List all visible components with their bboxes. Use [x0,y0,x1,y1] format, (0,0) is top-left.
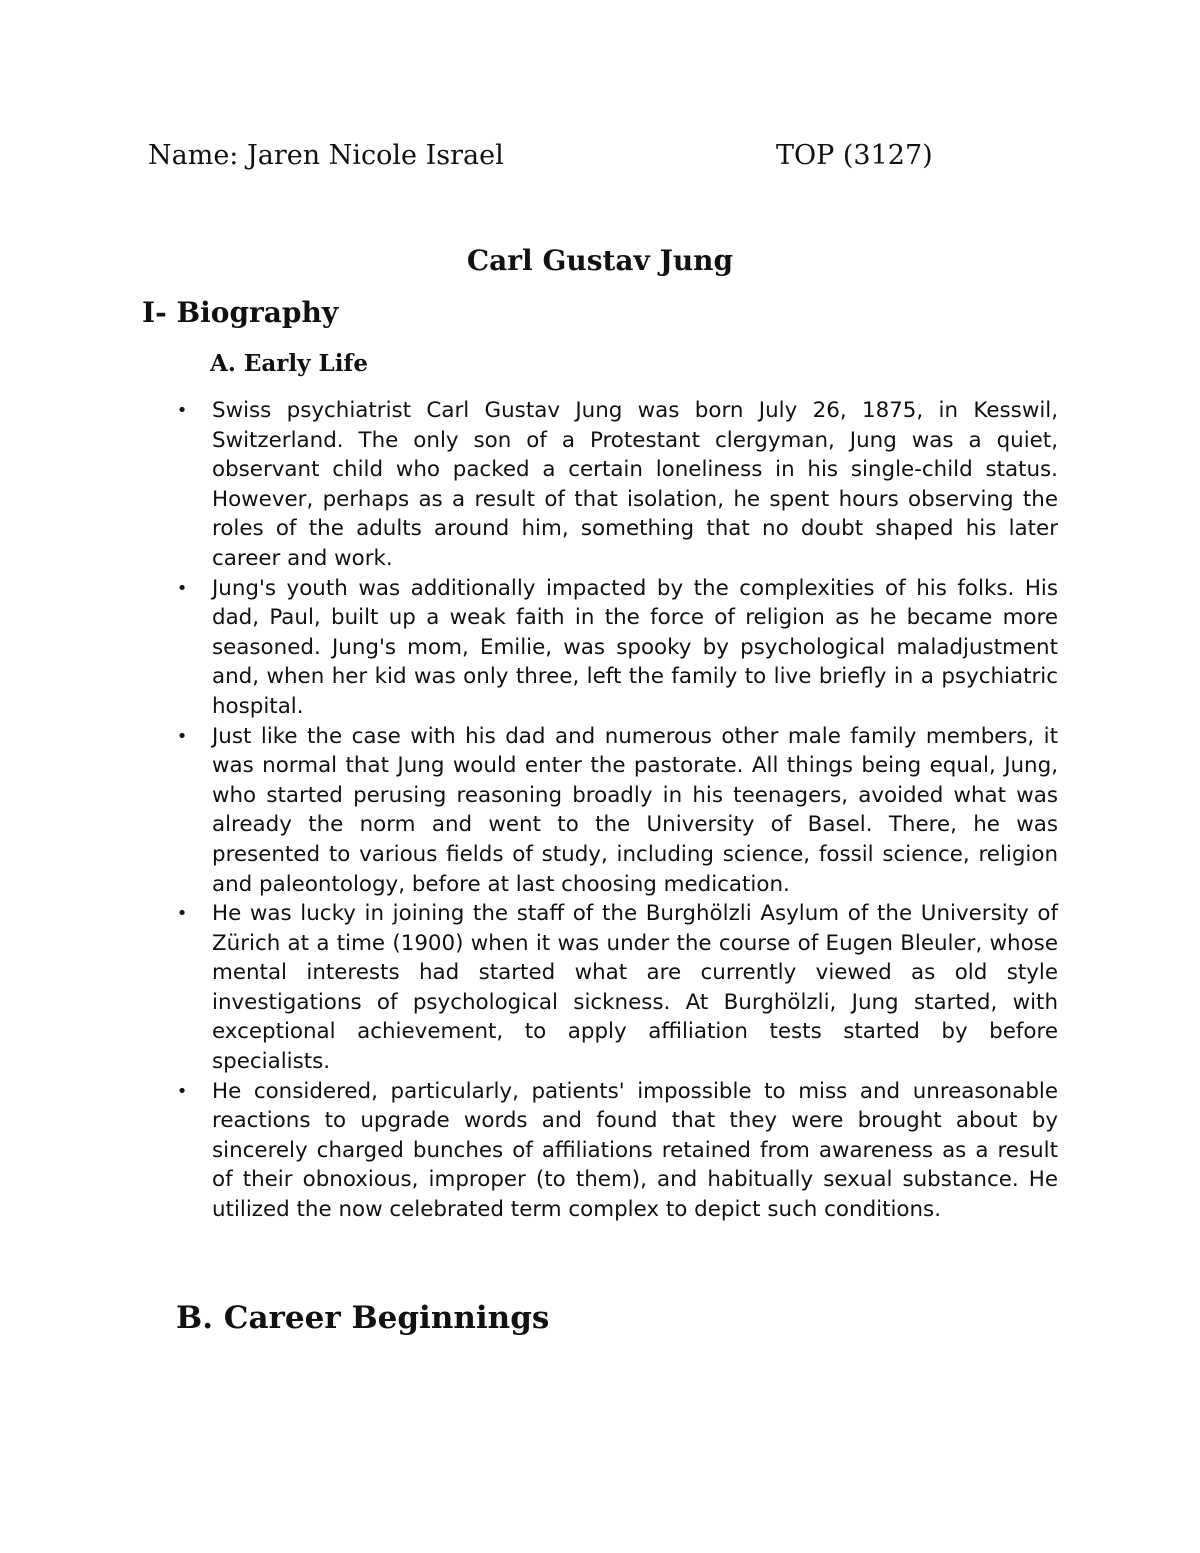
list-item [176,396,1058,574]
list-item-text: Just like the case with his dad and numerous other male family members, it was normal that Jung would enter the pastorate. All things being equal, Jung, who started perusing reasoning broadly in his teenagers, avoided what was already the norm and went to the University of Basel. There, he was presented to various fields of study, including science, fossil science, religion and paleontology, before at last choosing medication. [212,723,1058,897]
bullet-icon: • [176,725,188,747]
bullet-icon: • [176,1080,188,1102]
bullet-list [176,396,1058,1225]
list-item [176,899,1058,1077]
list-item-text: Jung's youth was additionally impacted by the complexities of his folks. His dad, Paul, built up a weak faith in the force of religion as he became more seasoned. Jung's mom, Emilie, was spooky by psychological maladjustment and, when her kid was only three, left the family to live briefly in a psychiatric hospital. [212,575,1058,719]
subheading-early-life: A. Early Life [210,350,368,377]
list-item-text: He considered, particularly, patients' impossible to miss and unreasonable reactions to upgrade words and found that they were brought about by sincerely charged bunches of affiliations retained from awareness as a result of their obnoxious, improper (to them), and habitually sexual substance. He utilized the now celebrated term complex to depict such conditions. [212,1078,1058,1223]
list-item-text: Swiss psychiatrist Carl Gustav Jung was born July 26, 1875, in Kesswil, Switzerland. The only son of a Protestant clergyman, Jung was a quiet, observant child who packed a certain loneliness in his single-child status. However, perhaps as a result of that isolation, he spent hours observing the roles of the adults around him, something that no doubt shaped his later career and work. [212,398,1058,571]
bullet-icon: • [176,577,188,599]
list-item-text: He was lucky in joining the staff of the Burghölzli Asylum of the University of Zürich at a time (1900) when it was under the course of Eugen Bleuler, whose mental interests had started what are currently viewed as old style investigations of psychological sickness. At Burghölzli, Jung started, with exceptional achievement, to apply affiliation tests started by before specialists. [212,901,1058,1075]
bullet-icon: • [176,903,188,925]
document-title: Carl Gustav Jung [466,244,734,277]
list-item [176,1077,1058,1225]
list-item [176,722,1058,900]
list-item [176,574,1058,722]
section-heading-biography: I- Biography [142,296,339,329]
bullet-icon: • [176,400,188,421]
subheading-career-beginnings: B. Career Beginnings [176,1300,550,1336]
course-code: TOP (3127) [776,140,933,171]
document-header [148,140,948,180]
student-name: Name: Jaren Nicole Israel [148,140,504,171]
